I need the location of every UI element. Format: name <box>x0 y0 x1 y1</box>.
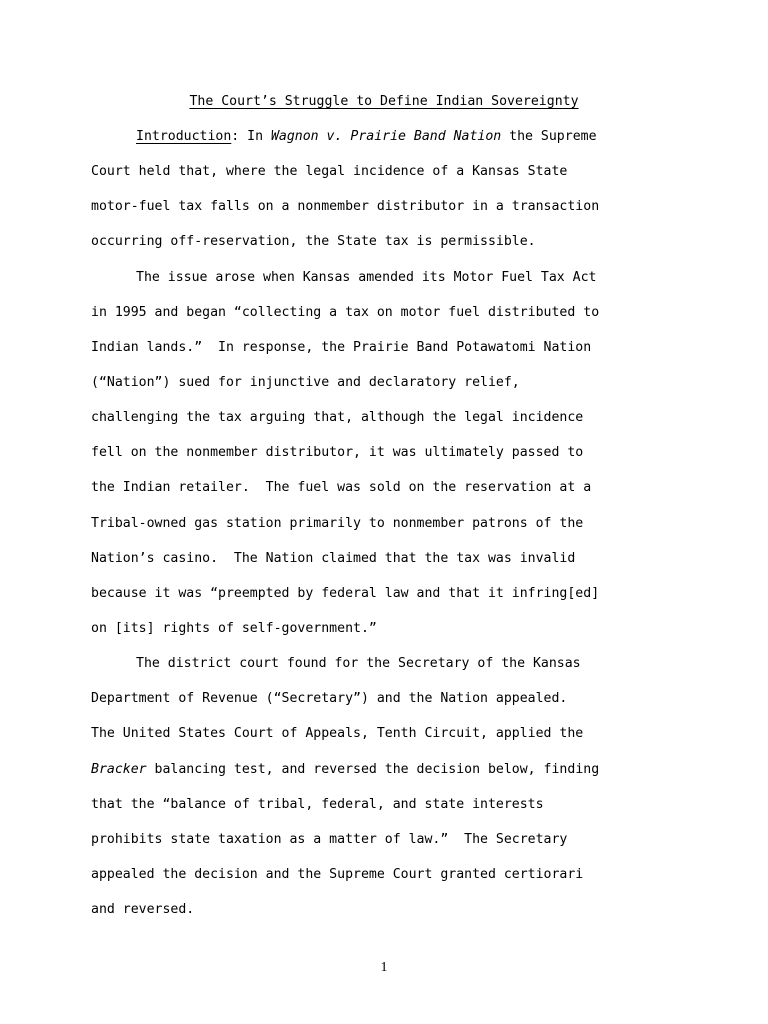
document-title: The Court’s Struggle to Define Indian Sovereignty <box>189 94 579 109</box>
case-name: Wagnon v. Prairie Band Nation <box>270 129 502 144</box>
paragraph-first-line: The issue arose when Kansas amended its Motor Fuel Tax Act <box>136 270 597 285</box>
text-line: Bracker balancing test, and reversed the decision below, finding <box>91 762 600 777</box>
text-line: and reversed. <box>91 902 195 917</box>
text-line: motor-fuel tax falls on a nonmember distributor in a transaction <box>91 199 600 214</box>
text-line: challenging the tax arguing that, although the legal incidence <box>91 410 584 425</box>
text-line: occurring off-reservation, the State tax is permissible. <box>91 234 536 249</box>
text-line: Department of Revenue (“Secretary”) and the Nation appealed. <box>91 691 568 706</box>
text-line: in 1995 and began “collecting a tax on motor fuel distributed to <box>91 305 600 320</box>
text-line: The United States Court of Appeals, Tenth Circuit, applied the <box>91 726 584 741</box>
text-line: fell on the nonmember distributor, it was ultimately passed to <box>91 445 584 460</box>
text-line: because it was “preempted by federal law and that it infring[ed] <box>91 586 600 601</box>
paragraph-first-line: The district court found for the Secretary of the Kansas <box>136 656 581 671</box>
text-line: on [its] rights of self-government.” <box>91 621 377 636</box>
text-line: that the “balance of tribal, federal, and state interests <box>91 797 544 812</box>
text-line: the Indian retailer. The fuel was sold on the reservation at a <box>91 480 592 495</box>
bracker-case: Bracker <box>91 762 147 777</box>
text-line: appealed the decision and the Supreme Court granted certiorari <box>91 867 584 882</box>
intro-text-b: the Supreme <box>501 129 597 144</box>
text-line: Court held that, where the legal incidence of a Kansas State <box>91 164 568 179</box>
text-line: Nation’s casino. The Nation claimed that the tax was invalid <box>91 551 576 566</box>
page-number: 1 <box>380 960 388 975</box>
text-line: (“Nation”) sued for injunctive and declaratory relief, <box>91 375 520 390</box>
intro-line <box>136 128 696 146</box>
intro-text-a: : In <box>231 129 271 144</box>
text-line: Tribal-owned gas station primarily to nonmember patrons of the <box>91 516 584 531</box>
intro-heading: Introduction <box>136 129 232 144</box>
text-line: prohibits state taxation as a matter of law.” The Secretary <box>91 832 568 847</box>
text-line: Indian lands.” In response, the Prairie Band Potawatomi Nation <box>91 340 592 355</box>
